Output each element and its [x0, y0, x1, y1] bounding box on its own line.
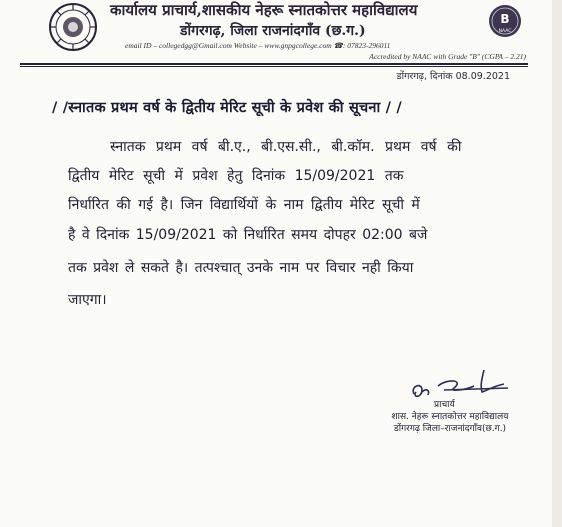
notice-line: तक प्रवेश ले सकते है। तत्पश्चात् उनके नाम पर विचार नही किया: [68, 260, 414, 276]
notice-line: द्वितीय मेरिट सूची में प्रवेश हेतु दिनांक 15/09/2021 तक: [68, 168, 404, 184]
accreditation-info: Accredited by NAAC with Grade "B" (CGPA – 2.21): [369, 52, 526, 61]
signatory-designation: प्राचार्य: [434, 400, 455, 410]
page-edge: [552, 0, 562, 527]
college-seal-logo: [48, 2, 98, 52]
college-location: डोंगरगढ़, जिला राजनांदगाँव (छ.ग.): [180, 23, 366, 39]
signatory-place: डोंगरगढ़ जिला–राजनांदगाँव(छ.ग.): [393, 424, 507, 434]
notice-title: / /स्नातक प्रथम वर्ष के द्वितीय मेरिट सूची के प्रवेश की सूचना / /: [52, 100, 402, 116]
header-divider: [20, 63, 528, 65]
naac-badge-letter: B: [500, 12, 510, 26]
office-heading: कार्यालय प्राचार्य,शासकीय नेहरू स्नातकोत्तर महाविद्यालय: [110, 1, 418, 19]
notice-line: जाएगा।: [68, 292, 107, 308]
header-divider-thin: [20, 66, 528, 67]
contact-info: email ID – collegedgg@Gmail.com Website – www.gnpgcollege.com ☎: 07823-296011: [125, 41, 391, 50]
handwritten-signature: [408, 368, 518, 410]
notice-line: है वे दिनांक 15/09/2021 को निर्धारित समय दोपहर 02:00 बजे: [68, 227, 428, 243]
signatory-college: शास. नेहरू स्नातकोत्तर महाविद्यालय: [391, 412, 509, 422]
notice-line: स्नातक प्रथम वर्ष बी.ए., बी.एस.सी., बी.कॉम. प्रथम वर्ष की: [110, 139, 462, 155]
date-line: डोंगरगढ़, दिनांक 08.09.2021: [396, 71, 510, 82]
naac-badge-logo: [488, 4, 522, 38]
notice-line: निर्धारित की गई है। जिन विद्यार्थियों के नाम द्वितीय मेरिट सूची में: [68, 197, 420, 213]
naac-badge-text: NAAC: [498, 29, 512, 34]
